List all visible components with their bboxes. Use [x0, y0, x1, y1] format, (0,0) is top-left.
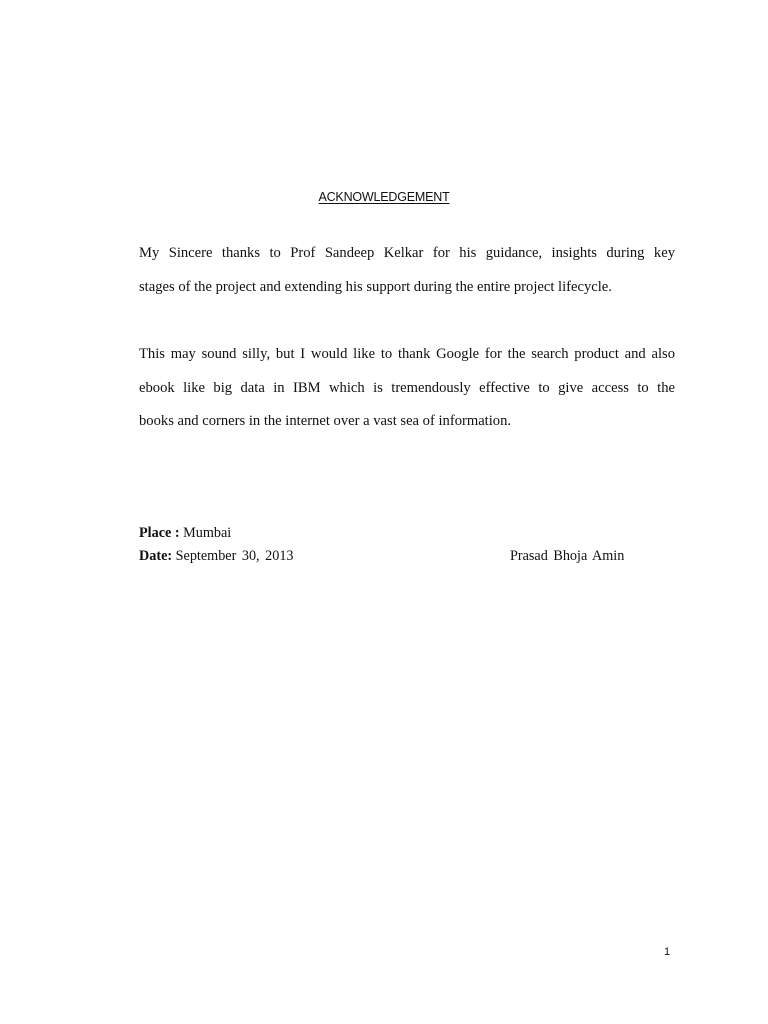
paragraph-line: This may sound silly, but I would like to thank Google for the search product and also [139, 346, 675, 362]
paragraph-line: ebook like big data in IBM which is tremendously effective to give access to the [139, 379, 675, 396]
date-label: Date: [139, 548, 173, 564]
page-title: ACKNOWLEDGEMENT [318, 190, 450, 204]
signature-name: Prasad Bhoja Amin [510, 548, 625, 564]
page-number: 1 [664, 946, 671, 958]
place-value: Mumbai [183, 525, 232, 541]
date-value: September 30, 2013 [175, 548, 294, 564]
acknowledgement-paragraph-1 [139, 237, 675, 304]
acknowledgement-paragraph-2 [139, 338, 675, 439]
place-line [139, 525, 231, 542]
paragraph-line: stages of the project and extending his support during the entire project lifecycle. [139, 278, 612, 295]
place-label: Place : [139, 525, 180, 541]
date-line [139, 548, 294, 565]
paragraph-line: My Sincere thanks to Prof Sandeep Kelkar for his guidance, insights during key [139, 245, 675, 261]
paragraph-line: books and corners in the internet over a vast sea of information. [139, 413, 512, 429]
